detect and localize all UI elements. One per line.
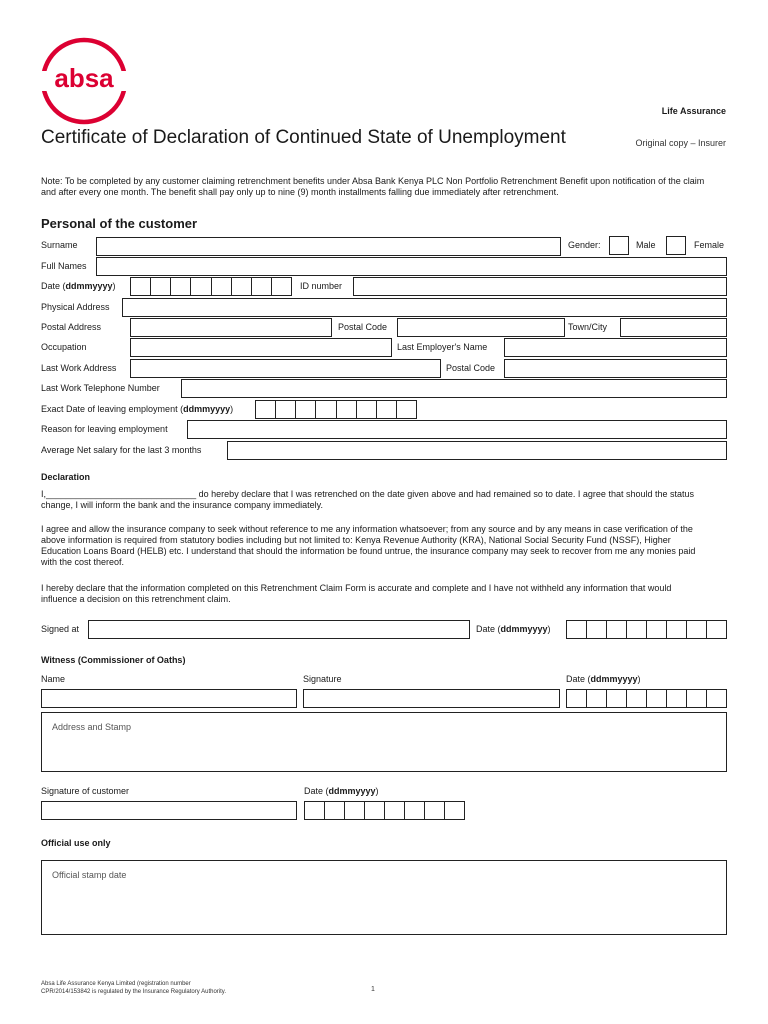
id-number-label: ID number	[300, 281, 343, 291]
town-city-field[interactable]	[620, 318, 727, 337]
product-label: Life Assurance	[661, 106, 726, 116]
witness-signature-field[interactable]	[303, 689, 560, 708]
work-postal-code-label: Postal Code	[446, 363, 496, 373]
physical-address-label: Physical Address	[41, 302, 110, 312]
footer-line-2: CPR/2014/153842 is regulated by the Insurance Regulatory Authority.	[41, 989, 227, 995]
occupation-field[interactable]	[130, 338, 392, 357]
intro-note: Note: To be completed by any customer claiming retrenchment benefits under Absa Bank Kenya PLC Non Portfolio Retrenchment Benefit upon notification of the claim and after every one month. The benefit shall pay only up to nine (9) month installments falling due immediately after retrenchment.	[41, 176, 705, 197]
town-city-label: Town/City	[568, 322, 608, 332]
male-checkbox[interactable]	[609, 236, 629, 255]
witness-signature-label: Signature	[303, 674, 342, 684]
page-number: 1	[371, 986, 375, 993]
signed-at-label: Signed at	[41, 624, 80, 634]
address-stamp-label: Address and Stamp	[52, 722, 132, 732]
signed-date-label: Date (ddmmyyyy)	[476, 624, 551, 634]
leave-date-label: Exact Date of leaving employment (ddmmyyyy)	[41, 404, 234, 414]
customer-signature-field[interactable]	[41, 801, 297, 820]
signed-date-field[interactable]	[566, 620, 727, 639]
female-label: Female	[694, 240, 725, 250]
reason-field[interactable]	[187, 420, 727, 439]
avg-salary-label: Average Net salary for the last 3 months	[41, 445, 202, 455]
gender-label: Gender:	[568, 240, 601, 250]
witness-name-label: Name	[41, 674, 66, 684]
declaration-para-1: I,______________________________ do hereby declare that I was retrenched on the date given above and had remained so to date. I agree that should the status change, I will inform the bank and the insurance company immediately.	[41, 489, 694, 510]
full-names-label: Full Names	[41, 261, 87, 271]
full-names-field[interactable]	[96, 257, 727, 276]
postal-code-field[interactable]	[397, 318, 565, 337]
female-checkbox[interactable]	[666, 236, 686, 255]
postal-code-label: Postal Code	[338, 322, 388, 332]
witness-heading: Witness (Commissioner of Oaths)	[41, 655, 186, 665]
dob-label: Date (ddmmyyyy)	[41, 281, 116, 291]
declaration-para-2: I agree and allow the insurance company to seek without reference to me any information whatsoever; from any source and by any means in case verification of the above information is required from statutory bodies including but not limited to: Kenya Revenue Authority (KRA), National Social Security Fund (NSSF), Higher Education Loans Board (HELB) etc. I understand that should the information be found untrue, the insurance company may seek to recover from me any monies paid with the cost thereof.	[41, 524, 696, 567]
logo-text: absa	[54, 63, 114, 93]
occupation-label: Occupation	[41, 342, 87, 352]
declaration-heading: Declaration	[41, 472, 91, 482]
declaration-para-3: I hereby declare that the information completed on this Retrenchment Claim Form is accurate and complete and I have not withheld any information that would influence a decision on this retrenchment claim.	[41, 583, 672, 604]
last-employer-field[interactable]	[504, 338, 727, 357]
last-work-address-field[interactable]	[130, 359, 441, 378]
customer-signature-label: Signature of customer	[41, 786, 130, 796]
postal-address-field[interactable]	[130, 318, 332, 337]
male-label: Male	[636, 240, 656, 250]
physical-address-field[interactable]	[122, 298, 727, 317]
postal-address-label: Postal Address	[41, 322, 102, 332]
signed-at-field[interactable]	[88, 620, 470, 639]
last-work-phone-label: Last Work Telephone Number	[41, 383, 160, 393]
witness-date-label: Date (ddmmyyyy)	[566, 674, 641, 684]
last-employer-label: Last Employer's Name	[397, 342, 488, 352]
avg-salary-field[interactable]	[227, 441, 727, 460]
official-stamp-box[interactable]	[41, 860, 727, 935]
witness-name-field[interactable]	[41, 689, 297, 708]
leave-date-field[interactable]	[255, 400, 417, 419]
footer-legal	[41, 980, 226, 996]
copy-note: Original copy – Insurer	[635, 138, 726, 148]
witness-date-field[interactable]	[566, 689, 727, 708]
official-stamp-label: Official stamp date	[52, 870, 127, 880]
surname-field[interactable]	[96, 237, 561, 256]
dob-field[interactable]	[130, 277, 292, 296]
last-work-phone-field[interactable]	[181, 379, 727, 398]
footer-line-1: Absa Life Assurance Kenya Limited (registration number	[41, 981, 191, 987]
last-work-address-label: Last Work Address	[41, 363, 117, 373]
absa-logo	[40, 37, 128, 125]
surname-label: Surname	[41, 240, 78, 250]
customer-date-field[interactable]	[304, 801, 465, 820]
reason-label: Reason for leaving employment	[41, 424, 168, 434]
id-number-field[interactable]	[353, 277, 727, 296]
official-use-heading: Official use only	[41, 838, 111, 848]
work-postal-code-field[interactable]	[504, 359, 727, 378]
customer-date-label: Date (ddmmyyyy)	[304, 786, 379, 796]
address-stamp-box[interactable]	[41, 712, 727, 772]
page-title: Certificate of Declaration of Continued State of Unemployment	[41, 127, 566, 148]
section-heading-personal: Personal of the customer	[41, 216, 198, 231]
